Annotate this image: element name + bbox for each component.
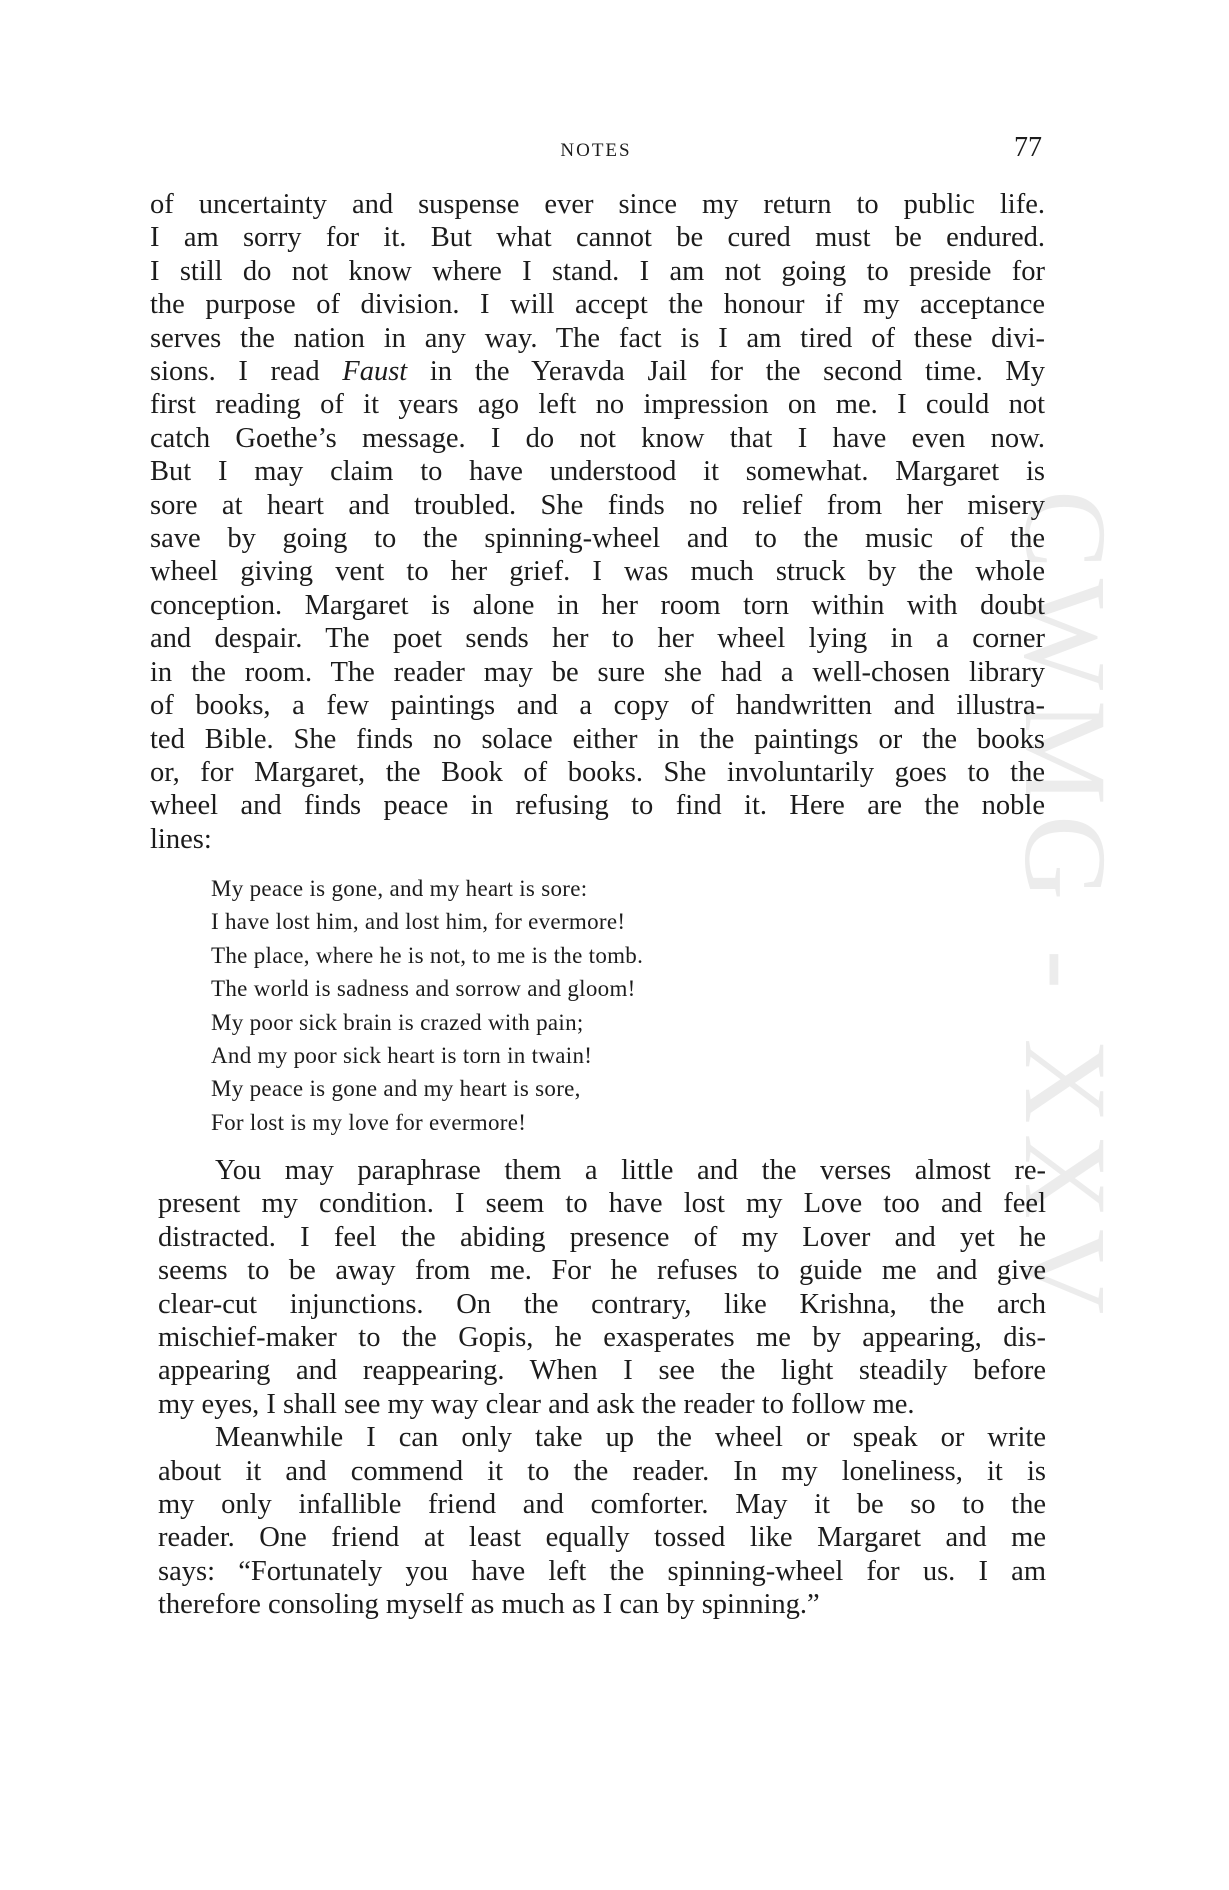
verse-line: I have lost him, and lost him, for evermore! bbox=[211, 909, 626, 935]
italic-title: Faust bbox=[342, 356, 408, 388]
paragraph-1 bbox=[150, 188, 1045, 856]
paragraph2-line: distracted. I feel the abiding presence of my Lover and yet he bbox=[158, 1221, 1046, 1253]
paragraph-2 bbox=[158, 1154, 1046, 1421]
paragraph1-line: the purpose of division. I will accept the honour if my acceptance bbox=[150, 289, 1045, 321]
paragraph3-line: reader. One friend at least equally tossed like Margaret and me bbox=[158, 1522, 1046, 1554]
paragraph1-line: of uncertainty and suspense ever since my return to public life. bbox=[150, 189, 1045, 220]
paragraph1-line: save by going to the spinning-wheel and to the music of the bbox=[150, 523, 1045, 555]
paragraph1-line: lines: bbox=[150, 823, 212, 855]
paragraph3-line: Meanwhile I can only take up the wheel or speak or write bbox=[215, 1422, 1046, 1454]
paragraph1-line: of books, a few paintings and a copy of handwritten and illustra- bbox=[150, 690, 1045, 722]
paragraph1-line: and despair. The poet sends her to her wheel lying in a corner bbox=[150, 623, 1045, 655]
line-segment: sions. I read bbox=[150, 356, 343, 388]
paragraph1-line: sore at heart and troubled. She finds no relief from her misery bbox=[150, 489, 1045, 521]
text-block-2 bbox=[158, 1154, 1046, 1622]
paragraph1-line: or, for Margaret, the Book of books. She involuntarily goes to the bbox=[150, 756, 1045, 788]
verse-line: The place, where he is not, to me is the tomb. bbox=[211, 942, 644, 968]
paragraph2-line: my eyes, I shall see my way clear and ask the reader to follow me. bbox=[158, 1388, 915, 1420]
paragraph3-line: my only infallible friend and comforter. May it be so to the bbox=[158, 1489, 1046, 1521]
paragraph2-line: mischief-maker to the Gopis, he exasperates me by appearing, dis- bbox=[158, 1322, 1046, 1354]
paragraph1-line: But I may claim to have understood it somewhat. Margaret is bbox=[150, 456, 1045, 488]
verse-line: My peace is gone, and my heart is sore: bbox=[211, 876, 588, 901]
paragraph3-line: therefore consoling myself as much as I can by spinning.” bbox=[158, 1589, 820, 1621]
paragraph1-line: wheel giving vent to her grief. I was much struck by the whole bbox=[150, 556, 1045, 588]
paragraph1-line: first reading of it years ago left no impression on me. I could not bbox=[150, 389, 1045, 421]
verse-line: And my poor sick heart is torn in twain! bbox=[211, 1043, 593, 1069]
page-number: 77 bbox=[1014, 132, 1042, 163]
paragraph1-line bbox=[150, 355, 1045, 388]
paragraph1-line: I still do not know where I stand. I am not going to preside for bbox=[150, 255, 1045, 287]
paragraph3-line: says: “Fortunately you have left the spinning-wheel for us. I am bbox=[158, 1555, 1046, 1587]
paragraph2-line: You may paraphrase them a little and the verses almost re- bbox=[215, 1155, 1046, 1186]
running-head bbox=[150, 132, 1042, 168]
paragraph2-line: seems to be away from me. For he refuses to guide me and give bbox=[158, 1255, 1046, 1287]
verse-line: For lost is my love for evermore! bbox=[211, 1109, 527, 1135]
watermark: CWMG - XXV bbox=[1000, 490, 1131, 1325]
paragraph2-line: clear-cut injunctions. On the contrary, like Krishna, the arch bbox=[158, 1288, 1046, 1320]
paragraph2-line: appearing and reappearing. When I see the light steadily before bbox=[158, 1355, 1046, 1387]
paragraph1-line: I am sorry for it. But what cannot be cured must be endured. bbox=[150, 222, 1045, 254]
paragraph1-line: conception. Margaret is alone in her room torn within with doubt bbox=[150, 589, 1045, 621]
verse-quotation bbox=[211, 872, 911, 1139]
paragraph1-line: catch Goethe’s message. I do not know that I have even now. bbox=[150, 422, 1045, 454]
paragraph1-line: wheel and finds peace in refusing to find it. Here are the noble bbox=[150, 790, 1045, 822]
paragraph1-line: in the room. The reader may be sure she had a well-chosen library bbox=[150, 656, 1045, 688]
paragraph-3 bbox=[158, 1421, 1046, 1621]
verse-line: The world is sadness and sorrow and gloom! bbox=[211, 976, 636, 1002]
paragraph1-line: ted Bible. She finds no solace either in the paintings or the books bbox=[150, 723, 1045, 755]
paragraph3-line: about it and commend it to the reader. In my loneliness, it is bbox=[158, 1455, 1046, 1487]
running-title: NOTES bbox=[560, 140, 632, 161]
paragraph1-line: serves the nation in any way. The fact is I am tired of these divi- bbox=[150, 322, 1045, 354]
line-segment: in the Yeravda Jail for the second time. My bbox=[407, 356, 1045, 388]
verse-line: My peace is gone and my heart is sore, bbox=[211, 1076, 581, 1102]
verse-line: My poor sick brain is crazed with pain; bbox=[211, 1009, 584, 1035]
paragraph2-line: present my condition. I seem to have lost my Love too and feel bbox=[158, 1188, 1046, 1220]
